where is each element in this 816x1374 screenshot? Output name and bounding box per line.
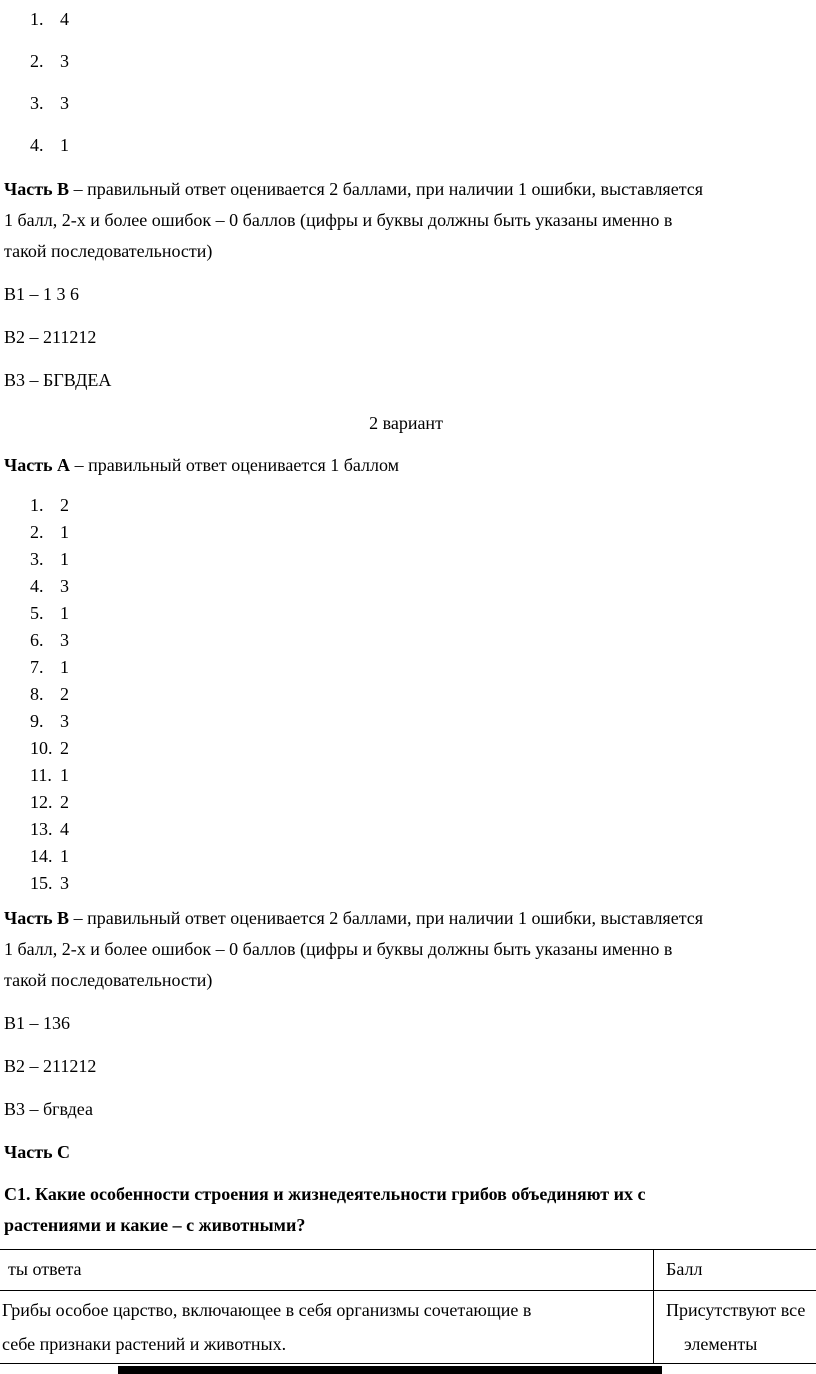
bottom-black-bar (118, 1366, 662, 1374)
answer-value: 4 (60, 819, 69, 839)
table-header-score: Балл (666, 1259, 703, 1279)
answer-number: 12. (30, 792, 53, 812)
answer-value: 1 (60, 657, 69, 677)
answer-line-b2-v1: В2 – 211212 (4, 327, 97, 347)
scoring-note-line: 1 балл, 2-х и более ошибок – 0 баллов (цифры и буквы должны быть указаны именно в (4, 210, 673, 230)
answer-line-b3-v2: В3 – бгвдеа (4, 1099, 93, 1119)
table-answer-row (0, 1291, 816, 1363)
answer-number: 7. (30, 657, 44, 677)
c1-question (4, 1179, 816, 1241)
answer-line-b1-v2: В1 – 136 (4, 1013, 71, 1033)
part-a-note-text: – правильный ответ оценивается 1 баллом (70, 455, 400, 475)
table-header-elements: ты ответа (0, 1250, 654, 1290)
answer-value: 2 (60, 495, 69, 515)
answer-value: 3 (60, 51, 69, 71)
scoring-note-line (4, 174, 816, 205)
part-c-heading: Часть С (4, 1142, 71, 1162)
answer-number: 8. (30, 684, 44, 704)
answer-value: 4 (60, 9, 69, 29)
table-cell-score-note (654, 1291, 816, 1363)
answer-item (30, 600, 816, 627)
c1-question-line: растениями и какие – с животными? (4, 1215, 306, 1235)
score-note-line: элементы (684, 1334, 758, 1354)
answer-item (30, 519, 816, 546)
answer-number: 2. (30, 522, 44, 542)
answer-item (30, 48, 816, 74)
part-b-label: Часть В (4, 179, 70, 199)
variant-2-heading: 2 вариант (369, 413, 443, 433)
answer-criteria-table (0, 1249, 816, 1364)
answer-number: 4. (30, 576, 44, 596)
answer-number: 6. (30, 630, 44, 650)
c1-question-line: С1. Какие особенности строения и жизнедеятельности грибов объединяют их с (4, 1184, 646, 1204)
answer-item (30, 870, 816, 897)
table-cell-answer (0, 1291, 654, 1363)
answer-item (30, 90, 816, 116)
answer-value: 2 (60, 738, 69, 758)
answer-item (30, 654, 816, 681)
part-b-label: Часть В (4, 908, 70, 928)
answer-value: 1 (60, 135, 69, 155)
scoring-note-line (4, 903, 816, 934)
answer-line-b2-v2: В2 – 211212 (4, 1056, 97, 1076)
answer-number: 11. (30, 765, 52, 785)
answer-item (30, 762, 816, 789)
answer-number: 2. (30, 51, 44, 71)
answer-item (30, 6, 816, 32)
answer-number: 10. (30, 738, 53, 758)
answer-number: 15. (30, 873, 53, 893)
answer-item (30, 789, 816, 816)
answer-text-line: себе признаки растений и животных. (2, 1334, 287, 1354)
answer-value: 3 (60, 873, 69, 893)
answer-value: 1 (60, 846, 69, 866)
answer-value: 3 (60, 630, 69, 650)
answer-item (30, 816, 816, 843)
answer-number: 4. (30, 135, 44, 155)
scoring-note-line: такой последовательности) (4, 241, 213, 261)
answer-value: 3 (60, 93, 69, 113)
answer-item (30, 735, 816, 762)
answer-number: 3. (30, 93, 44, 113)
answer-number: 14. (30, 846, 53, 866)
answer-number: 3. (30, 549, 44, 569)
answer-item (30, 573, 816, 600)
answer-value: 1 (60, 603, 69, 623)
part-a-answer-list (30, 492, 816, 897)
table-header-row (0, 1250, 816, 1291)
answer-line-b1-v1: В1 – 1 3 6 (4, 284, 80, 304)
answer-item (30, 132, 816, 158)
scoring-note-line: 1 балл, 2-х и более ошибок – 0 баллов (цифры и буквы должны быть указаны именно в (4, 939, 673, 959)
answer-item (30, 546, 816, 573)
answer-line-b3-v1: В3 – БГВДЕА (4, 370, 112, 390)
answer-number: 13. (30, 819, 53, 839)
part-a-heading (4, 452, 816, 478)
score-note-line: Присутствуют все (666, 1300, 806, 1320)
part-a-label: Часть А (4, 455, 71, 475)
answer-number: 1. (30, 9, 44, 29)
answer-text-line: Грибы особое царство, включающее в себя организмы сочетающие в (2, 1300, 532, 1320)
answer-value: 1 (60, 765, 69, 785)
scoring-note-text: – правильный ответ оценивается 2 баллами, при наличии 1 ошибки, выставляется (69, 908, 704, 928)
part-b-scoring-note-v2 (4, 903, 816, 996)
answer-number: 9. (30, 711, 44, 731)
answer-item (30, 843, 816, 870)
scoring-note-line: такой последовательности) (4, 970, 213, 990)
answer-value: 3 (60, 711, 69, 731)
answer-value: 2 (60, 684, 69, 704)
answer-item (30, 627, 816, 654)
answer-value: 3 (60, 576, 69, 596)
answer-value: 1 (60, 522, 69, 542)
answer-number: 1. (30, 495, 44, 515)
top-answer-list (30, 6, 816, 158)
answer-item (30, 681, 816, 708)
answer-number: 5. (30, 603, 44, 623)
part-b-scoring-note-v1 (4, 174, 816, 267)
answer-value: 1 (60, 549, 69, 569)
scoring-note-text: – правильный ответ оценивается 2 баллами, при наличии 1 ошибки, выставляется (69, 179, 704, 199)
answer-item (30, 708, 816, 735)
answer-value: 2 (60, 792, 69, 812)
answer-item (30, 492, 816, 519)
